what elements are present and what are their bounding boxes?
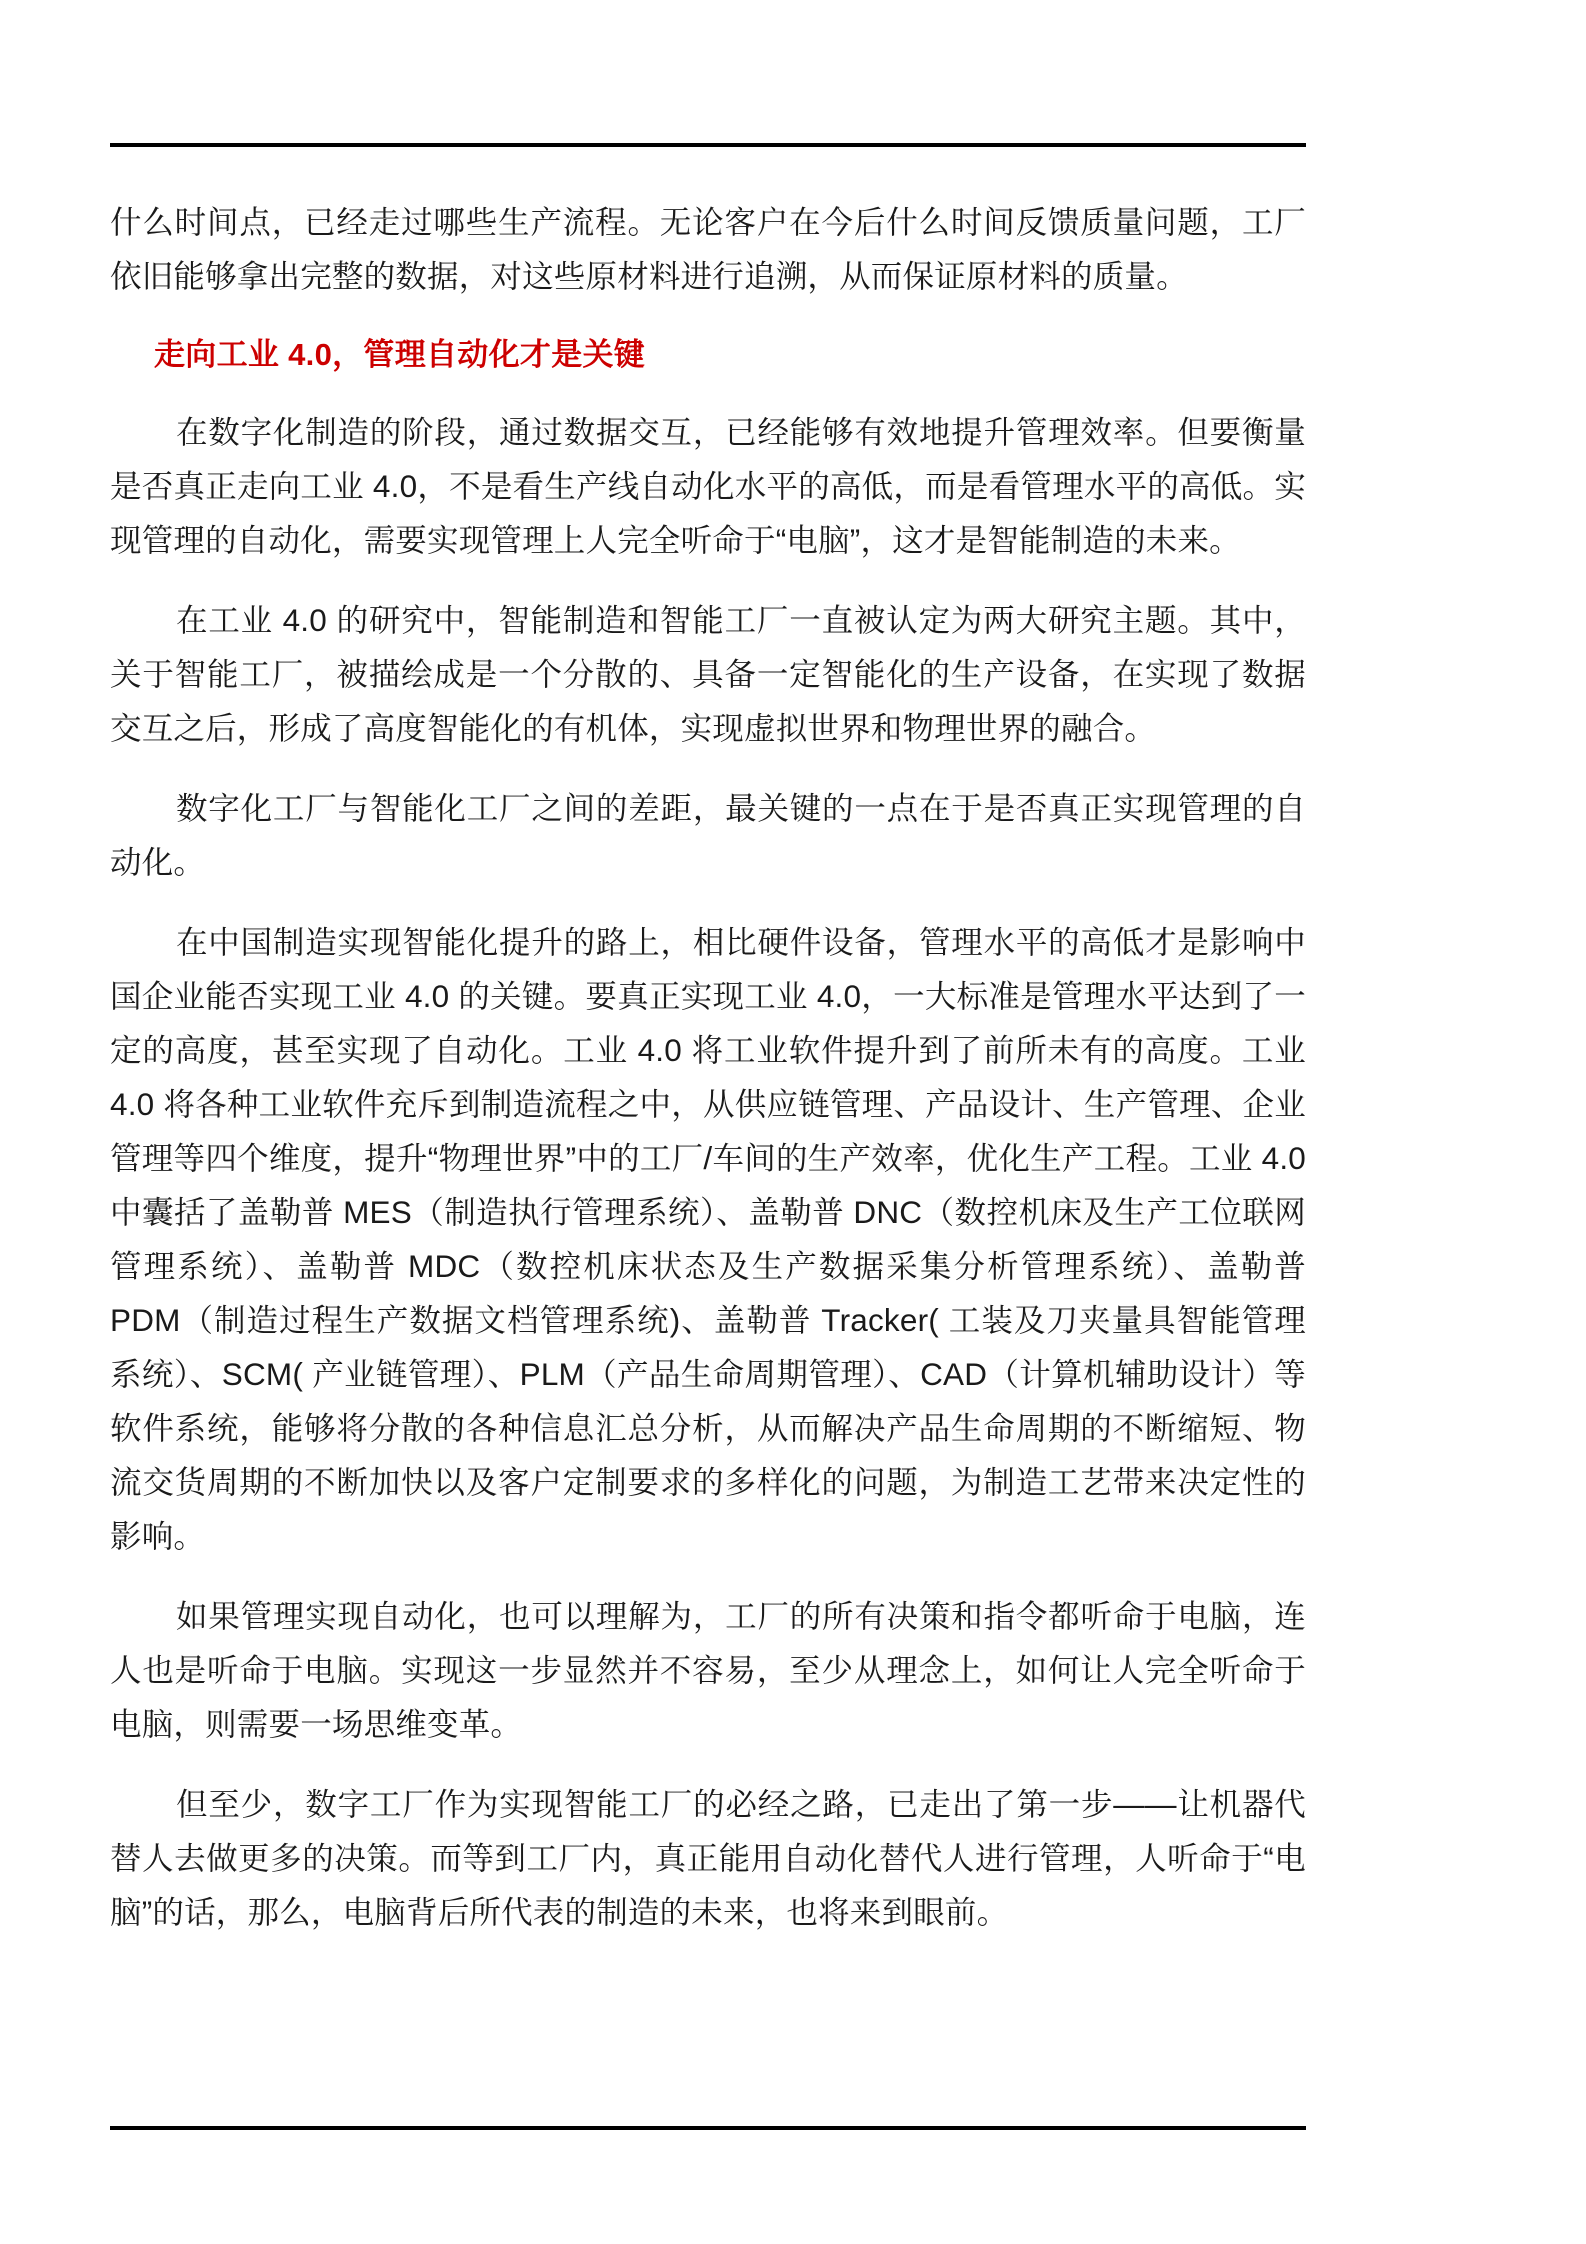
paragraph-research-themes: 在工业 4.0 的研究中，智能制造和智能工厂一直被认定为两大研究主题。其中，关于智能工厂，被描绘成是一个分散的、具备一定智能化的生产设备，在实现了数据交互之后，形成了高度智能化的有机体，实现虚拟世界和物理世界的融合。 (110, 602, 1306, 746)
paragraph-gap-digital-smart-factory: 数字化工厂与智能化工厂之间的差距，最关键的一点在于是否真正实现管理的自动化。 (110, 790, 1306, 880)
paragraph-management-automation: 如果管理实现自动化，也可以理解为，工厂的所有决策和指令都听命于电脑，连人也是听命于电脑。实现这一步显然并不容易，至少从理念上，如何让人完全听命于电脑，则需要一场思维变革。 (110, 1598, 1306, 1742)
paragraph-digital-manufacturing: 在数字化制造的阶段，通过数据交互，已经能够有效地提升管理效率。但要衡量是否真正走向工业 4.0，不是看生产线自动化水平的高低，而是看管理水平的高低。实现管理的自动化，需要实现管理上人完全听命于“电脑”，这才是智能制造的未来。 (110, 414, 1306, 558)
paragraph-conclusion: 但至少，数字工厂作为实现智能工厂的必经之路，已走出了第一步——让机器代替人去做更多的决策。而等到工厂内，真正能用自动化替代人进行管理，人听命于“电脑”的话，那么，电脑背后所代表的制造的未来，也将来到眼前。 (110, 1786, 1306, 1930)
section-heading-industry-4-0: 走向工业 4.0，管理自动化才是关键 (154, 337, 646, 372)
header-rule (110, 143, 1306, 147)
document-body (110, 195, 1306, 1939)
paragraph-continuation: 什么时间点，已经走过哪些生产流程。无论客户在今后什么时间反馈质量问题，工厂依旧能够拿出完整的数据，对这些原材料进行追溯，从而保证原材料的质量。 (110, 204, 1306, 294)
paragraph-software-systems: 在中国制造实现智能化提升的路上，相比硬件设备，管理水平的高低才是影响中国企业能否实现工业 4.0 的关键。要真正实现工业 4.0，一大标准是管理水平达到了一定的高度，甚至实现了自动化。工业 4.0 将工业软件提升到了前所未有的高度。工业 4.0 将各种工业软件充斥到制造流程之中，从供应链管理、产品设计、生产管理、企业管理等四个维度，提升“物理世界”中的工厂/车间的生产效率，优化生产工程。工业 4.0 中囊括了盖勒普 MES（制造执行管理系统）、盖勒普 DNC（数控机床及生产工位联网管理系统）、盖勒普 MDC（数控机床状态及生产数据采集分析管理系统）、盖勒普 PDM（制造过程生产数据文档管理系统)、盖勒普 Tracker( 工装及刀夹量具智能管理系统）、SCM( 产业链管理）、PLM（产品生命周期管理）、CAD（计算机辅助设计）等软件系统，能够将分散的各种信息汇总分析，从而解决产品生命周期的不断缩短、物流交货周期的不断加快以及客户定制要求的多样化的问题，为制造工艺带来决定性的影响。 (110, 924, 1306, 1554)
footer-rule (110, 2126, 1306, 2130)
